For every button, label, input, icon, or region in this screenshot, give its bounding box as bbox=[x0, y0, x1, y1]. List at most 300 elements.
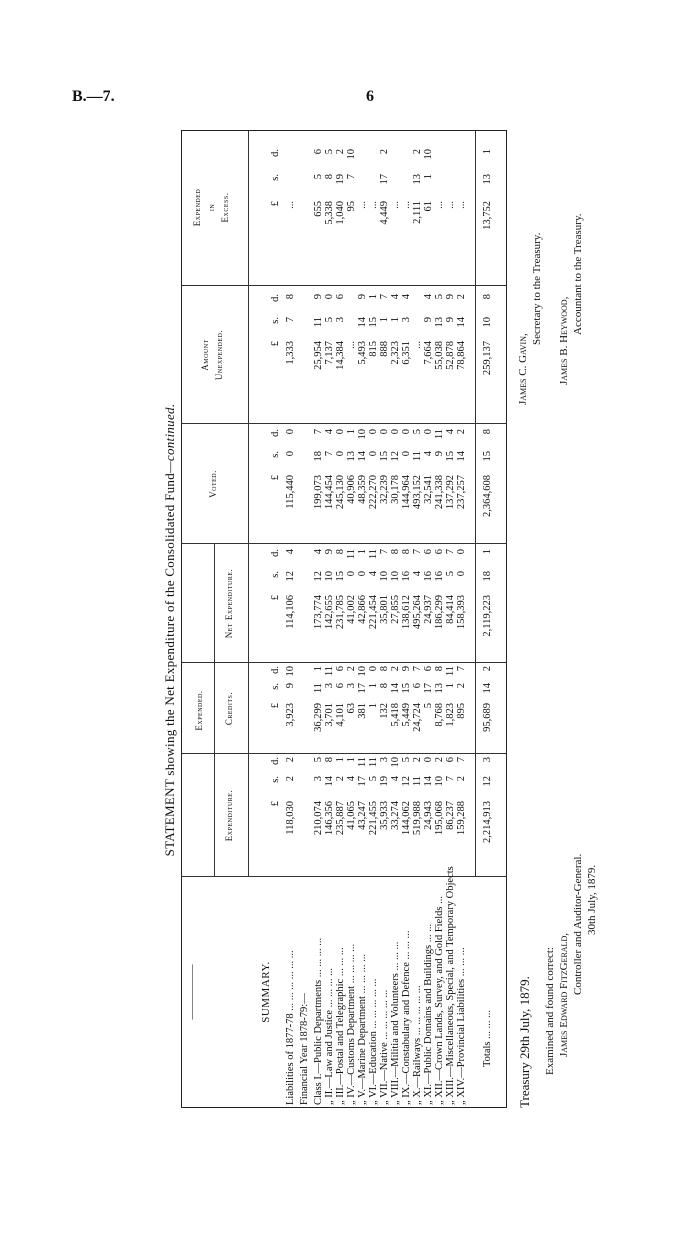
pound-sign: £ bbox=[270, 201, 281, 207]
unexp-pounds: 78,864 bbox=[456, 341, 467, 370]
voted-shillings: 0 bbox=[368, 451, 379, 457]
voted-shillings: 0 bbox=[335, 451, 346, 457]
cr-pence: 2 bbox=[390, 666, 401, 672]
row-label: „ XII.—Crown Lands, Survey, and Gold Fields ... bbox=[434, 895, 445, 1105]
row-label: „ IX.—Constabulary and Defence ... ... ... bbox=[401, 930, 412, 1105]
unexp-pounds: 7,664 bbox=[423, 341, 434, 365]
cr-shillings: 6 bbox=[412, 683, 423, 689]
pence-sign: d. bbox=[270, 429, 281, 437]
excess-total-shillings: 13 bbox=[482, 174, 493, 185]
cr-total-pence: 2 bbox=[482, 666, 493, 672]
shilling-sign: s. bbox=[270, 317, 281, 324]
unexp-pounds: 55,038 bbox=[434, 341, 445, 370]
unexp-shillings: 1 bbox=[379, 317, 390, 323]
unexp-shillings: 1 bbox=[390, 317, 401, 323]
unexp-pence: 0 bbox=[324, 294, 335, 300]
voted-pence: 2 bbox=[456, 429, 467, 435]
voted-pence: 10 bbox=[357, 429, 368, 440]
cr-pence: 6 bbox=[335, 666, 346, 672]
exp-pounds: 24,943 bbox=[423, 801, 434, 830]
voted-pounds: 32,239 bbox=[379, 475, 390, 504]
net-pence: 7 bbox=[412, 549, 423, 555]
exp-shillings: 7 bbox=[445, 776, 456, 782]
page-number: 6 bbox=[366, 88, 374, 105]
cr-pounds: 8,768 bbox=[434, 703, 445, 727]
voted-pounds: 48,359 bbox=[357, 475, 368, 504]
unexp-pounds: 52,878 bbox=[445, 341, 456, 370]
net-pounds: 42,866 bbox=[357, 595, 368, 624]
unexp-pounds: 5,493 bbox=[357, 341, 368, 365]
exp-pounds: 41,065 bbox=[346, 801, 357, 830]
cr-shillings: 3 bbox=[346, 683, 357, 689]
heywood-name: James B. Heywood, bbox=[558, 296, 570, 385]
row-label: „ XIV.—Provincial Liabilities ... ... ... bbox=[456, 947, 467, 1105]
net-pence: 4 bbox=[313, 549, 324, 555]
exp-pounds: 43,247 bbox=[357, 801, 368, 830]
excess-pounds: 655 bbox=[313, 201, 324, 217]
exp-pence: 1 bbox=[346, 757, 357, 763]
voted-pence: 1 bbox=[346, 429, 357, 435]
cr-pence: 1 bbox=[313, 666, 324, 672]
pound-sign: £ bbox=[270, 341, 281, 347]
net-pence: 8 bbox=[401, 549, 412, 555]
exp-total-pounds: 2,214,913 bbox=[482, 801, 493, 843]
heywood-title: Accountant to the Treasury. bbox=[572, 213, 584, 335]
net-pence: 8 bbox=[335, 549, 346, 555]
voted-pence: 5 bbox=[412, 429, 423, 435]
row-label: „ VIII.—Militia and Volunteers ... ... ... bbox=[390, 941, 401, 1105]
exp-pounds: 118,030 bbox=[285, 801, 296, 835]
excess-pounds: 2,111 bbox=[412, 201, 423, 224]
unexp-pounds: 14,384 bbox=[335, 341, 346, 370]
unexp-pence: 4 bbox=[401, 294, 412, 300]
net-shillings: 10 bbox=[390, 571, 401, 582]
exp-pounds: 210,074 bbox=[313, 801, 324, 836]
excess-header-2: in bbox=[206, 203, 216, 212]
cr-pounds: 381 bbox=[357, 703, 368, 719]
unexp-pence: 6 bbox=[335, 294, 346, 300]
exp-pence: 7 bbox=[456, 757, 467, 763]
unexp-pence: 9 bbox=[445, 294, 456, 300]
cr-pence: 7 bbox=[456, 666, 467, 672]
net-shillings: 0 bbox=[357, 571, 368, 577]
cr-pence: 8 bbox=[434, 666, 445, 672]
exp-pounds: 195,068 bbox=[434, 801, 445, 836]
exp-pounds: 86,237 bbox=[445, 801, 456, 830]
voted-header: Voted. bbox=[208, 470, 218, 498]
unexp-shillings: 9 bbox=[423, 317, 434, 323]
expended-header: Expended. bbox=[194, 690, 204, 731]
excess-pence: 5 bbox=[324, 149, 335, 155]
fitzgerald-title: Controller and Auditor-General. bbox=[572, 853, 584, 995]
net-pence: 1 bbox=[357, 549, 368, 555]
excess-total-pounds: 13,752 bbox=[482, 201, 493, 230]
totals-rule bbox=[475, 131, 476, 877]
net-pence: 6 bbox=[434, 549, 445, 555]
excess-pounds: ... bbox=[357, 201, 368, 209]
voted-pounds: 245,130 bbox=[335, 475, 346, 510]
statement-title bbox=[162, 115, 178, 1145]
row-label: „ IV.—Customs Department ... ... ... ... bbox=[346, 943, 357, 1105]
net-pounds: 221,454 bbox=[368, 595, 379, 630]
cr-shillings: 8 bbox=[379, 683, 390, 689]
exp-pence: 6 bbox=[445, 757, 456, 763]
unexp-shillings: 9 bbox=[445, 317, 456, 323]
pound-sign: £ bbox=[270, 595, 281, 601]
voted-pence: 7 bbox=[313, 429, 324, 435]
cr-shillings: 11 bbox=[313, 683, 324, 694]
exp-pounds: 144,062 bbox=[401, 801, 412, 836]
row-label: „ II.—Law and Justice ... ... ... ... bbox=[324, 967, 335, 1105]
voted-pence: 0 bbox=[379, 429, 390, 435]
net-shillings: 10 bbox=[379, 571, 390, 582]
excess-pounds: 5,338 bbox=[324, 201, 335, 225]
cr-shillings: 3 bbox=[324, 683, 335, 689]
excess-pounds: ... bbox=[401, 201, 412, 209]
excess-pounds: ... bbox=[368, 201, 379, 209]
exp-pounds: 33,274 bbox=[390, 801, 401, 830]
cr-pence: 11 bbox=[445, 666, 456, 677]
voted-pounds: 137,292 bbox=[445, 475, 456, 510]
net-shillings: 4 bbox=[412, 571, 423, 577]
unexp-shillings: 15 bbox=[368, 317, 379, 328]
net-pounds: 138,612 bbox=[401, 595, 412, 630]
unexp-pence: 1 bbox=[368, 294, 379, 300]
net-pence: 11 bbox=[368, 549, 379, 560]
exp-shillings: 4 bbox=[346, 776, 357, 782]
net-pounds: 35,801 bbox=[379, 595, 390, 624]
cr-shillings: 1 bbox=[445, 683, 456, 689]
exp-shillings: 5 bbox=[368, 776, 379, 782]
row-label: „ III.—Postal and Telegraphic ... ... ... bbox=[335, 947, 346, 1105]
net-pounds: 142,655 bbox=[324, 595, 335, 630]
voted-pence: 0 bbox=[335, 429, 346, 435]
unexp-pence: 2 bbox=[456, 294, 467, 300]
cr-shillings: 2 bbox=[456, 683, 467, 689]
unexp-pounds: 6,351 bbox=[401, 341, 412, 365]
exp-shillings: 10 bbox=[434, 776, 445, 787]
rotated-document bbox=[10, 115, 598, 1145]
net-pence: 0 bbox=[456, 549, 467, 555]
net-total-pounds: 2,119,223 bbox=[482, 595, 493, 637]
expenditure-table bbox=[181, 130, 507, 1108]
excess-total-pence: 1 bbox=[482, 149, 493, 155]
exp-pence: 3 bbox=[379, 757, 390, 763]
net-pence: 11 bbox=[346, 549, 357, 560]
net-pounds: 27,855 bbox=[390, 595, 401, 624]
exp-pence: 5 bbox=[401, 757, 412, 763]
cr-pence: 6 bbox=[423, 666, 434, 672]
expenditure-header: Expenditure. bbox=[224, 789, 234, 842]
excess-pounds: ... bbox=[445, 201, 456, 209]
exp-pence: 10 bbox=[390, 757, 401, 768]
unexp-shillings: 3 bbox=[335, 317, 346, 323]
excess-shillings: 19 bbox=[335, 174, 346, 185]
shilling-sign: s. bbox=[270, 683, 281, 690]
pence-sign: d. bbox=[270, 149, 281, 157]
shilling-sign: s. bbox=[270, 571, 281, 578]
row-label: Class I.—Public Departments ... ... ... ... bbox=[313, 937, 324, 1105]
voted-pounds: 241,338 bbox=[434, 475, 445, 510]
excess-pence: 6 bbox=[313, 149, 324, 155]
voted-shillings: 12 bbox=[390, 451, 401, 462]
cr-pence: 7 bbox=[412, 666, 423, 672]
voted-pounds: 493,152 bbox=[412, 475, 423, 510]
exp-pence: 0 bbox=[423, 757, 434, 763]
cr-pounds: 132 bbox=[379, 703, 390, 719]
net-shillings: 16 bbox=[434, 571, 445, 582]
voted-pounds: 144,964 bbox=[401, 475, 412, 510]
unexp-shillings: 7 bbox=[285, 317, 296, 323]
title-main: STATEMENT showing the Net Expenditure of the Consolidated Fund bbox=[162, 472, 177, 857]
cr-shillings: 13 bbox=[434, 683, 445, 694]
net-shillings: 16 bbox=[423, 571, 434, 582]
voted-shillings: 14 bbox=[456, 451, 467, 462]
cr-pence: 11 bbox=[324, 666, 335, 677]
net-pence: 7 bbox=[445, 549, 456, 555]
summary-heading: SUMMARY. bbox=[260, 961, 272, 1023]
voted-shillings: 0 bbox=[401, 451, 412, 457]
exp-shillings: 2 bbox=[335, 776, 346, 782]
unexp-pence: 8 bbox=[285, 294, 296, 300]
pound-sign: £ bbox=[270, 703, 281, 709]
row-label: „ VI.—Education ... ... ... ... ... bbox=[368, 978, 379, 1105]
amount-header: Amount bbox=[200, 339, 210, 371]
excess-header-3: Excess. bbox=[220, 192, 230, 223]
net-pence: 6 bbox=[423, 549, 434, 555]
header-bottom-rule bbox=[248, 131, 249, 877]
excess-pence: 10 bbox=[423, 149, 434, 160]
row-label: „ XIII.—Miscellaneous, Special, and Temporary Objects bbox=[445, 866, 456, 1105]
cr-shillings: 17 bbox=[357, 683, 368, 694]
shilling-sign: s. bbox=[270, 174, 281, 181]
cr-shillings: 1 bbox=[368, 683, 379, 689]
excess-pounds: 1,040 bbox=[335, 201, 346, 225]
unexp-pounds: 815 bbox=[368, 341, 379, 357]
unexp-pounds: 25,954 bbox=[313, 341, 324, 370]
exp-pounds: 35,933 bbox=[379, 801, 390, 830]
voted-pounds: 32,541 bbox=[423, 475, 434, 504]
voted-pence: 11 bbox=[434, 429, 445, 440]
pound-sign: £ bbox=[270, 475, 281, 481]
voted-total-shillings: 15 bbox=[482, 451, 493, 462]
cr-pounds: 4,101 bbox=[335, 703, 346, 727]
row-label: Liabilities of 1877-78 ... ... ... ... ... ... bbox=[285, 950, 296, 1105]
voted-shillings: 15 bbox=[379, 451, 390, 462]
net-pounds: 84,414 bbox=[445, 595, 456, 624]
exp-shillings: 12 bbox=[401, 776, 412, 787]
cr-pounds: 895 bbox=[456, 703, 467, 719]
cr-pounds: 3,701 bbox=[324, 703, 335, 727]
cr-pounds: 5,418 bbox=[390, 703, 401, 727]
excess-pounds: ... bbox=[285, 201, 296, 209]
exp-pounds: 146,356 bbox=[324, 801, 335, 836]
unexp-total-shillings: 10 bbox=[482, 317, 493, 328]
net-shillings: 0 bbox=[346, 571, 357, 577]
cr-pounds: 1,823 bbox=[445, 703, 456, 727]
unexp-pounds: 888 bbox=[379, 341, 390, 357]
voted-shillings: 7 bbox=[324, 451, 335, 457]
exp-pence: 5 bbox=[313, 757, 324, 763]
excess-shillings: 13 bbox=[412, 174, 423, 185]
net-shillings: 5 bbox=[445, 571, 456, 577]
unexp-pence: 9 bbox=[357, 294, 368, 300]
cr-pounds: 3,923 bbox=[285, 703, 296, 727]
unexp-pence: 5 bbox=[434, 294, 445, 300]
net-pounds: 24,937 bbox=[423, 595, 434, 624]
cr-pence: 10 bbox=[285, 666, 296, 677]
net-pence: 8 bbox=[390, 549, 401, 555]
exp-pounds: 221,455 bbox=[368, 801, 379, 836]
unexp-pounds: ... bbox=[346, 341, 357, 349]
fitzgerald-name: James Edward FitzGerald, bbox=[558, 933, 570, 1057]
unexp-pence: 7 bbox=[379, 294, 390, 300]
cr-pence: 9 bbox=[401, 666, 412, 672]
pound-sign: £ bbox=[270, 801, 281, 807]
voted-pounds: 199,073 bbox=[313, 475, 324, 510]
excess-pounds: ... bbox=[434, 201, 445, 209]
net-pounds: 158,393 bbox=[456, 595, 467, 630]
exp-shillings: 19 bbox=[379, 776, 390, 787]
voted-pounds: 30,178 bbox=[390, 475, 401, 504]
voted-shillings: 9 bbox=[434, 451, 445, 457]
exp-total-pence: 3 bbox=[482, 757, 493, 763]
excess-pounds: ... bbox=[456, 201, 467, 209]
exp-shillings: 3 bbox=[313, 776, 324, 782]
row-label: „ VII.—Native ... ... ... ... ... bbox=[379, 989, 390, 1105]
voted-pounds: 40,906 bbox=[346, 475, 357, 504]
net-shillings: 10 bbox=[324, 571, 335, 582]
net-pounds: 41,002 bbox=[346, 595, 357, 624]
excess-shillings: 8 bbox=[324, 174, 335, 180]
cr-pounds: 63 bbox=[346, 703, 357, 714]
excess-pounds: 95 bbox=[346, 201, 357, 212]
cr-shillings: 15 bbox=[401, 683, 412, 694]
excess-pence: 10 bbox=[346, 149, 357, 160]
cr-total-pounds: 95,689 bbox=[482, 703, 493, 732]
net-pence: 7 bbox=[379, 549, 390, 555]
net-shillings: 0 bbox=[456, 571, 467, 577]
excess-pence: 2 bbox=[379, 149, 390, 155]
net-pounds: 173,774 bbox=[313, 595, 324, 630]
unexp-pounds: 1,333 bbox=[285, 341, 296, 365]
net-shillings: 4 bbox=[368, 571, 379, 577]
exp-shillings: 17 bbox=[357, 776, 368, 787]
excess-shillings: 17 bbox=[379, 174, 390, 185]
voted-pence: 0 bbox=[390, 429, 401, 435]
voted-pounds: 237,257 bbox=[456, 475, 467, 510]
unexp-shillings: 3 bbox=[401, 317, 412, 323]
unexp-total-pounds: 259,137 bbox=[482, 341, 493, 376]
pence-sign: d. bbox=[270, 549, 281, 557]
unexpended-header: Unexpended. bbox=[214, 329, 224, 381]
voted-total-pence: 8 bbox=[482, 429, 493, 435]
expended-group-rule bbox=[214, 544, 215, 877]
exp-total-shillings: 12 bbox=[482, 776, 493, 787]
row-label: „ V.—Marine Department ... ... ... ... bbox=[357, 954, 368, 1105]
excess-header-1: Expended bbox=[192, 188, 202, 227]
pence-sign: d. bbox=[270, 294, 281, 302]
exp-shillings: 14 bbox=[423, 776, 434, 787]
totals-label: Totals ... ... ... bbox=[482, 1009, 493, 1067]
cr-pence: 0 bbox=[368, 666, 379, 672]
unexp-pounds: 7,137 bbox=[324, 341, 335, 365]
net-pounds: 186,299 bbox=[434, 595, 445, 630]
shilling-sign: s. bbox=[270, 776, 281, 783]
unexp-pence: 4 bbox=[390, 294, 401, 300]
cr-pounds: 5 bbox=[423, 703, 434, 709]
voted-pence: 0 bbox=[368, 429, 379, 435]
page-code: B.—7. bbox=[72, 88, 115, 105]
excess-pounds: 61 bbox=[423, 201, 434, 212]
cr-pounds: 24,724 bbox=[412, 703, 423, 732]
cr-pounds: 1 bbox=[368, 703, 379, 709]
unexp-pounds: ... bbox=[412, 341, 423, 349]
net-pounds: 114,106 bbox=[285, 595, 296, 629]
net-shillings: 16 bbox=[401, 571, 412, 582]
unexp-shillings: 14 bbox=[357, 317, 368, 328]
net-total-pence: 1 bbox=[482, 549, 493, 555]
cr-shillings: 9 bbox=[285, 683, 296, 689]
examined-note: Examined and found correct: bbox=[544, 947, 556, 1075]
cr-pence: 2 bbox=[346, 666, 357, 672]
unexp-pence: 4 bbox=[423, 294, 434, 300]
net-expenditure-header: Net Expenditure. bbox=[224, 568, 234, 639]
title-suffix: —continued. bbox=[162, 403, 177, 473]
exp-pounds: 159,288 bbox=[456, 801, 467, 836]
exp-pence: 1 bbox=[335, 757, 346, 763]
unexp-total-pence: 8 bbox=[482, 294, 493, 300]
exp-pounds: 519,988 bbox=[412, 801, 423, 836]
exp-pence: 8 bbox=[324, 757, 335, 763]
exp-shillings: 2 bbox=[285, 776, 296, 782]
voted-shillings: 15 bbox=[445, 451, 456, 462]
exp-shillings: 4 bbox=[390, 776, 401, 782]
gavin-name: James C. Gavin, bbox=[517, 333, 529, 405]
unexp-shillings: 11 bbox=[313, 317, 324, 328]
exp-pence: 11 bbox=[368, 757, 379, 768]
voted-shillings: 4 bbox=[423, 451, 434, 457]
net-pounds: 231,785 bbox=[335, 595, 346, 630]
cr-pence: 8 bbox=[379, 666, 390, 672]
treasury-date: Treasury 29th July, 1879. bbox=[517, 976, 532, 1108]
cr-pounds: 36,299 bbox=[313, 703, 324, 732]
exp-pence: 2 bbox=[412, 757, 423, 763]
excess-pence: 2 bbox=[335, 149, 346, 155]
unexp-pounds: 2,323 bbox=[390, 341, 401, 365]
cr-pence: 10 bbox=[357, 666, 368, 677]
voted-pounds: 222,270 bbox=[368, 475, 379, 510]
voted-pence: 4 bbox=[324, 429, 335, 435]
cr-shillings: 6 bbox=[335, 683, 346, 689]
shilling-sign: s. bbox=[270, 451, 281, 458]
cr-shillings: 14 bbox=[390, 683, 401, 694]
unexp-shillings: 5 bbox=[324, 317, 335, 323]
net-pounds: 495,264 bbox=[412, 595, 423, 630]
exp-pounds: 235,887 bbox=[335, 801, 346, 836]
cr-shillings: 17 bbox=[423, 683, 434, 694]
summary-dash: ————— bbox=[186, 964, 198, 1020]
voted-pence: 0 bbox=[401, 429, 412, 435]
voted-shillings: 0 bbox=[285, 451, 296, 457]
voted-shillings: 14 bbox=[357, 451, 368, 462]
exp-shillings: 11 bbox=[412, 776, 423, 787]
pence-sign: d. bbox=[270, 666, 281, 674]
unexp-shillings: 13 bbox=[434, 317, 445, 328]
net-shillings: 15 bbox=[335, 571, 346, 582]
gavin-title: Secretary to the Treasury. bbox=[531, 232, 543, 345]
pence-sign: d. bbox=[270, 757, 281, 765]
